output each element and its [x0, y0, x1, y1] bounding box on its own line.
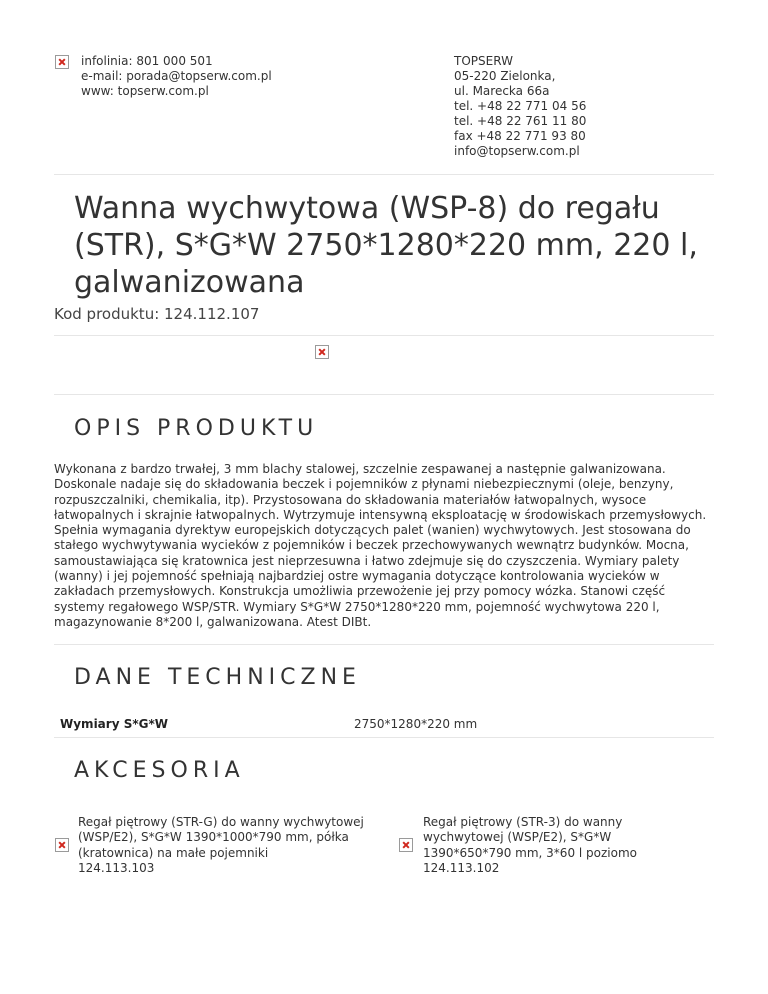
divider: [54, 335, 714, 336]
address-postcode: 05-220 Zielonka,: [454, 69, 556, 83]
accessory-name-line: wychwytowej (WSP/E2), S*G*W: [423, 830, 612, 845]
accessories-heading: AKCESORIA: [74, 758, 245, 783]
spec-value-dimensions: 2750*1280*220 mm: [354, 717, 478, 731]
accessory-item[interactable]: [423, 815, 637, 876]
accessory-name-line: Regał piętrowy (STR-G) do wanny wychwytowej: [78, 815, 364, 829]
email-text[interactable]: e-mail: porada@topserw.com.pl: [81, 69, 272, 83]
company-email[interactable]: info@topserw.com.pl: [454, 144, 580, 158]
divider: [54, 644, 714, 645]
accessory-code: 124.113.102: [423, 860, 500, 875]
company-name: TOPSERW: [454, 54, 513, 68]
contact-info: [81, 54, 272, 99]
company-address: [454, 54, 586, 159]
description-heading: OPIS PRODUKTU: [74, 416, 319, 441]
accessory-name-line: (WSP/E2), S*G*W 1390*1000*790 mm, półka: [78, 830, 349, 845]
technical-data-heading: DANE TECHNICZNE: [74, 665, 361, 690]
spec-label-dimensions: Wymiary S*G*W: [60, 717, 168, 731]
accessory-name-line: Regał piętrowy (STR-3) do wanny: [423, 815, 623, 829]
page-title: Wanna wychwytowa (WSP-8) do regału (STR), S*G*W 2750*1280*220 mm, 220 l, galwanizowana: [74, 191, 698, 300]
product-description: Wykonana z bardzo trwałej, 3 mm blachy stalowej, szczelnie zespawanej a następnie galwanizowana. Doskonale nadaje się do składowania beczek i pojemników z płynami niebezpiecznymi (oleje, benzyny, rozpuszczalniki, chemikalia, itp). Przystosowana do składowania materiałów łatwopalnych, wysoce łatwopalnych i skrajnie łatwopalnych. Wytrzymuje intensywną eksploatację w środowiskach przemysłowych. Spełnia wymagania dyrektyw europejskich dotyczących palet (wanien) wychwytowych. Jest stosowana do stałego wychwytywania wycieków z pojemników i beczek przechowywanych wewnątrz budynków. Mocna, samoustawiająca się kratownica jest nieprzesuwna i łatwo zdejmuje się do czyszczenia. Wymiary palety (wanny) i jej pojemność spełniają najbardziej ostre wymagania dotyczące kontrolowania wycieków w zakładach przemysłowych. Konstrukcja umożliwia przewożenie jej przy pomocy wózka. Stanowi część systemy regałowego WSP/STR. Wymiary S*G*W 2750*1280*220 mm, pojemność wychwytowa 220 l, magazynowanie 8*200 l, galwanizowana. Atest DIBt.: [54, 462, 707, 629]
website-text[interactable]: www: topserw.com.pl: [81, 84, 209, 98]
fax: fax +48 22 771 93 80: [454, 129, 586, 143]
logo-image-broken-icon: [55, 55, 69, 69]
product-image-broken-icon: [315, 345, 329, 359]
product-code: Kod produktu: 124.112.107: [54, 305, 260, 323]
accessory-name-line: (kratownica) na małe pojemniki: [78, 845, 269, 860]
phone-2: tel. +48 22 761 11 80: [454, 114, 587, 128]
accessory-item[interactable]: [78, 815, 364, 876]
phone-1: tel. +48 22 771 04 56: [454, 99, 587, 113]
accessory-code: 124.113.103: [78, 860, 155, 875]
divider: [54, 394, 714, 395]
accessory-image-broken-icon: [55, 838, 69, 852]
divider: [54, 737, 714, 738]
address-street: ul. Marecka 66a: [454, 84, 550, 98]
accessory-name-line: 1390*650*790 mm, 3*60 l poziomo: [423, 845, 638, 860]
hotline-text: infolinia: 801 000 501: [81, 54, 213, 68]
divider: [54, 174, 714, 175]
accessory-image-broken-icon: [399, 838, 413, 852]
